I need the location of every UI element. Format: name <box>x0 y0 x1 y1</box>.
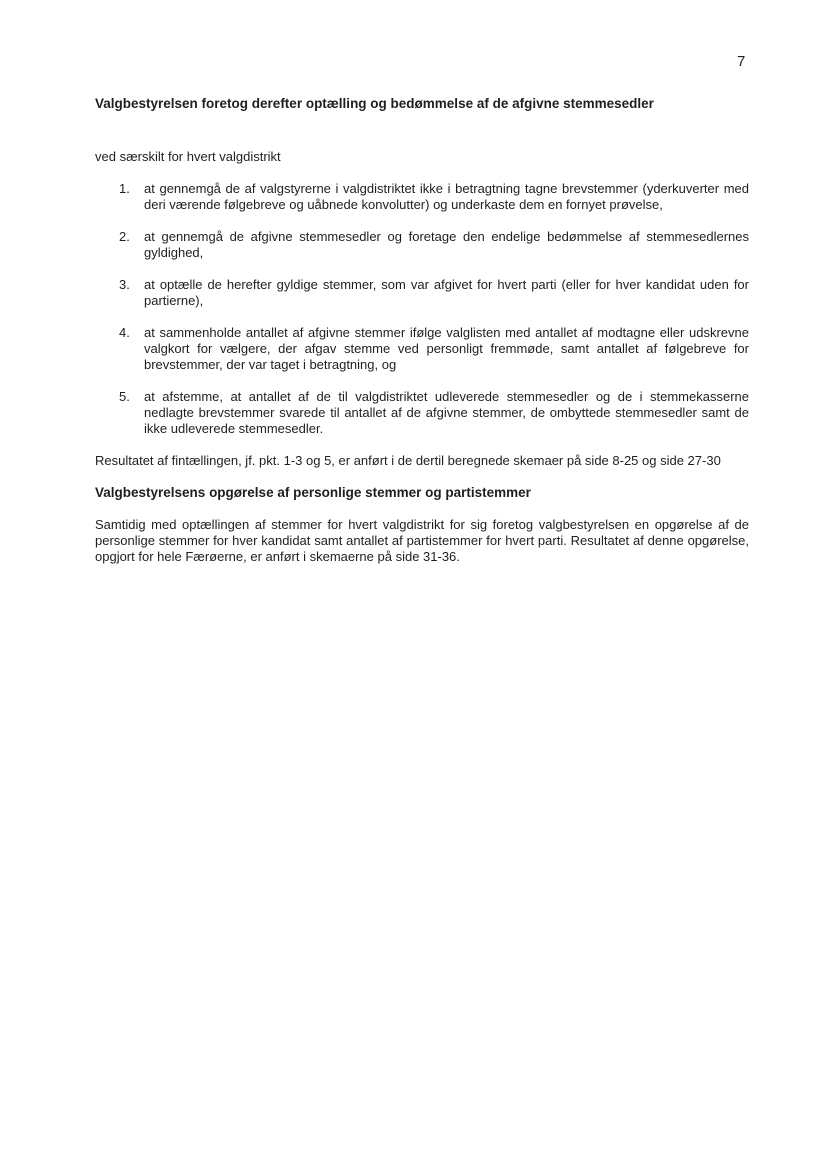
page-number: 7 <box>737 53 746 70</box>
list-item-number: 2. <box>119 229 130 244</box>
list-item <box>95 229 749 261</box>
list-item-text: at gennemgå de af valgstyrerne i valgdistriktet ikke i betragtning tagne brevstemmer (yderkuverter med deri værende følgebreve og uåbnede konvolutter) og underkaste dem en fornyet prøvelse, <box>144 181 749 212</box>
list-item <box>95 277 749 309</box>
list-item-text: at optælle de herefter gyldige stemmer, som var afgivet for hvert parti (eller for hver kandidat uden for partierne), <box>144 277 749 308</box>
final-paragraph: Samtidig med optællingen af stemmer for hvert valgdistrikt for sig foretog valgbestyrelsen en opgørelse af de personlige stemmer for hver kandidat samt antallet af partistemmer for hvert parti. Resultatet af denne opgørelse, opgjort for hele Færøerne, er anført i skemaerne på side 31-36. <box>95 517 749 564</box>
list-item-text: at afstemme, at antallet af de til valgdistriktet udleverede stemmesedler og de i stemmekasserne nedlagte brevstemmer svarede til antallet af de afgivne stemmer, de ombyttede stemmesedler samt de ikke udleverede stemmesedler. <box>144 389 749 436</box>
list-item-number: 1. <box>119 181 130 196</box>
document-body <box>95 96 749 581</box>
list-item-number: 3. <box>119 277 130 292</box>
list-item-number: 4. <box>119 325 130 340</box>
list-item-text: at sammenholde antallet af afgivne stemmer ifølge valglisten med antallet af modtagne eller udskrevne valgkort for vælgere, der afgav stemme ved personligt fremmøde, samt antallet af følgebreve for brevstemmer, der var taget i betragtning, og <box>144 325 749 372</box>
section-heading-counting: Valgbestyrelsen foretog derefter optælling og bedømmelse af de afgivne stemmesedler <box>95 96 654 111</box>
result-paragraph: Resultatet af fintællingen, jf. pkt. 1-3 og 5, er anført i de dertil beregnede skemaer på side 8-25 og side 27-30 <box>95 453 721 468</box>
list-item <box>95 325 749 373</box>
intro-text: ved særskilt for hvert valgdistrikt <box>95 149 281 164</box>
section-heading-personal-votes: Valgbestyrelsens opgørelse af personlige stemmer og partistemmer <box>95 485 531 500</box>
procedure-list <box>95 181 749 437</box>
list-item-number: 5. <box>119 389 130 404</box>
list-item <box>95 181 749 213</box>
list-item <box>95 389 749 437</box>
list-item-text: at gennemgå de afgivne stemmesedler og foretage den endelige bedømmelse af stemmesedlernes gyldighed, <box>144 229 749 260</box>
